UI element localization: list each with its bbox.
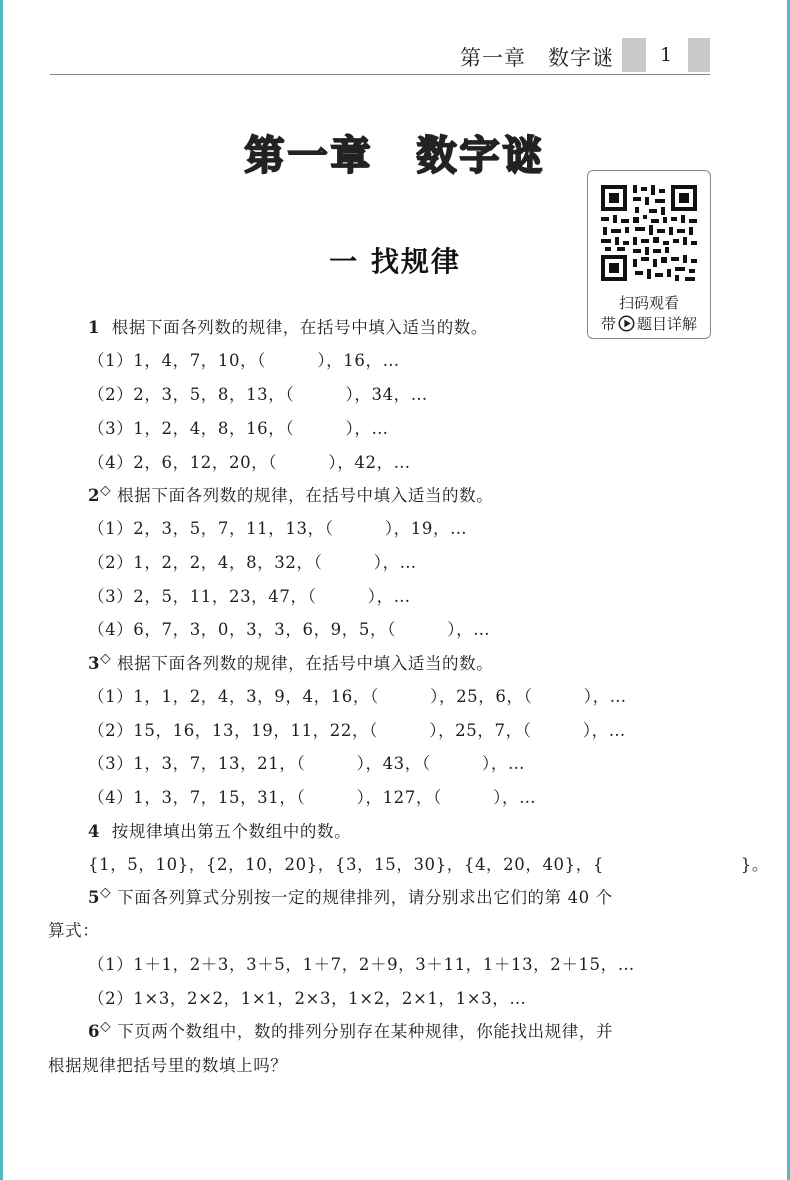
chapter-title: 第一章 数字谜 <box>244 133 546 179</box>
problem-item: （1）1＋1，2＋3，3＋5，1＋7，2＋9，3＋11，1＋13，2＋15，… <box>88 955 635 974</box>
problem-item: （2）1，2，2，4，8，32，（ ），… <box>88 553 417 572</box>
problem-1 <box>88 314 488 338</box>
problem-text: 按规律填出第五个数组中的数。 <box>111 822 352 841</box>
problem-item: （2）1×3，2×2，1×1，2×3，1×2，2×1，1×3，… <box>88 989 527 1008</box>
problem-item: （4）6，7，3，0，3，3，6，9，5，（ ），… <box>88 620 491 639</box>
problem-3 <box>88 650 493 674</box>
problem-number: 2 <box>88 486 101 505</box>
header-rule <box>50 74 710 75</box>
problem-item: （1）1，4，7，10，（ ），16，… <box>88 351 400 370</box>
problem-text-cont: 根据规律把括号里的数填上吗？ <box>48 1056 288 1075</box>
header-band <box>622 38 646 72</box>
problem-text: 根据下面各列数的规律，在括号中填入适当的数。 <box>117 654 494 673</box>
problem-item: （2）15，16，13，19，11，22，（ ），25，7，（ ），… <box>88 721 626 740</box>
qr-caption-2 <box>588 313 710 334</box>
qr-caption-right: 题目详解 <box>637 315 698 333</box>
page-number: 1 <box>660 44 673 66</box>
problem-6 <box>88 1018 613 1042</box>
section-title: 一 找规律 <box>329 245 461 278</box>
problem-number: 1 <box>88 318 101 337</box>
problem-5 <box>88 884 613 908</box>
problem-item: （1）1，1，2，4，3，9，4，16，（ ），25，6，（ ），… <box>88 687 627 706</box>
problem-item: （3）2，5，11，23，47，（ ），… <box>88 587 411 606</box>
problem-text-cont: 算式： <box>48 921 100 940</box>
problem-item: （4）2，6，12，20，（ ），42，… <box>88 453 411 472</box>
problem-number: 4 <box>88 822 101 841</box>
problem-item: {1，5，10}，{2，10，20}，{3，15，30}，{4，20，40}，{ }。 <box>88 855 769 874</box>
running-header <box>0 38 790 78</box>
problem-text: 下页两个数组中，数的排列分别存在某种规律，你能找出规律，并 <box>117 1022 614 1041</box>
header-band <box>688 38 710 72</box>
problem-item: （1）2，3，5，7，11，13，（ ），19，… <box>88 519 468 538</box>
problem-number: 6 <box>88 1022 101 1041</box>
problem-mark: ◇ <box>100 1018 112 1035</box>
problem-text: 根据下面各列数的规律，在括号中填入适当的数。 <box>111 318 488 337</box>
play-icon <box>618 315 635 332</box>
problem-mark: ◇ <box>100 482 112 499</box>
problem-text: 根据下面各列数的规律，在括号中填入适当的数。 <box>117 486 494 505</box>
problem-4 <box>88 818 351 842</box>
problem-2 <box>88 482 493 506</box>
problem-text: 下面各列算式分别按一定的规律排列，请分别求出它们的第 40 个 <box>117 888 613 907</box>
problem-number: 3 <box>88 654 101 673</box>
running-title: 第一章 数字谜 <box>460 46 614 70</box>
problem-number: 5 <box>88 888 101 907</box>
problem-mark: ◇ <box>100 884 112 901</box>
qr-caption-left: 带 <box>600 315 616 333</box>
problem-mark: ◇ <box>100 650 112 667</box>
problem-item: （3）1，3，7，13，21，（ ），43，（ ），… <box>88 754 526 773</box>
problem-item: （3）1，2，4，8，16，（ ），… <box>88 419 389 438</box>
problem-item: （4）1，3，7，15，31，（ ），127，（ ），… <box>88 788 537 807</box>
problem-item: （2）2，3，5，8，13，（ ），34，… <box>88 385 428 404</box>
qr-caption: 扫码观看 <box>618 294 679 312</box>
